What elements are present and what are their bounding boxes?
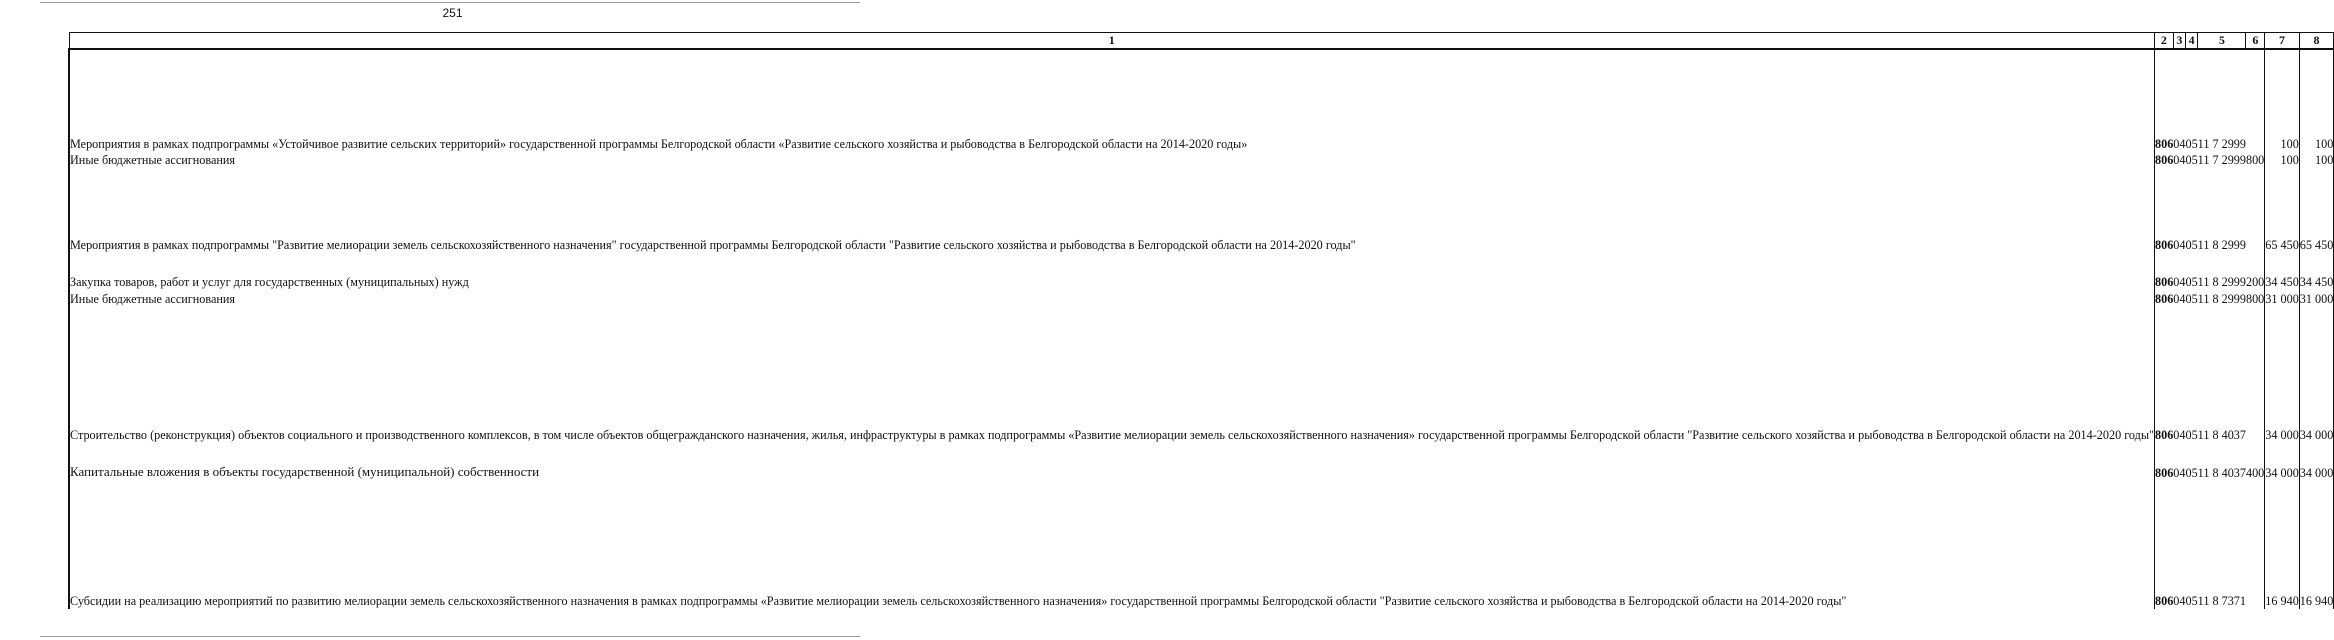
admin-code: 806	[2155, 168, 2174, 253]
page-number: 251	[442, 6, 463, 20]
target-code: 11 8 4037	[2197, 428, 2246, 442]
section-code: 04	[2173, 275, 2186, 289]
section-code: 04	[2173, 466, 2186, 480]
amount-year1: 16 940	[2265, 481, 2300, 609]
row-description: Иные бюджетные ассигнования	[69, 152, 2155, 168]
row-description: Субсидии на реализацию мероприятий по развитию мелиорации земель сельскохозяйственного назначения в рамках подпрограммы «Развитие мелиорации земель сельскохозяйственного назначения» государственной программы Белгородской области "Развитие сельского хозяйства и рыбоводства в Белгородской области на 2014-2020 годы"	[69, 481, 2155, 609]
row-description: Мероприятия в рамках подпрограммы "Развитие мелиорации земель сельскохозяйственного назначения" государственной программы Белгородской области "Развитие сельского хозяйства и рыбоводства в Белгородской области на 2014-2020 годы"	[69, 168, 2155, 253]
target-code: 11 7 2999	[2197, 137, 2246, 151]
column-header: 6	[2246, 33, 2265, 50]
row-description: Закупка товаров, работ и услуг для государственных (муниципальных) нужд	[69, 253, 2155, 290]
table-row	[69, 481, 2334, 609]
subsection-code: 05	[2185, 275, 2198, 289]
table-row	[69, 49, 2334, 152]
subsection-code: 05	[2185, 466, 2198, 480]
section-code: 04	[2173, 137, 2186, 151]
subsection-code: 05	[2185, 594, 2198, 608]
expense-type	[2246, 168, 2265, 253]
table-row	[69, 152, 2334, 168]
amount-year2: 100	[2299, 152, 2334, 168]
section-code: 04	[2173, 594, 2186, 608]
admin-code: 806	[2155, 253, 2174, 290]
expense-type: 400	[2245, 466, 2265, 480]
table-row	[69, 307, 2334, 443]
column-header: 5	[2198, 33, 2246, 50]
scan-edge-top	[40, 2, 860, 3]
amount-year1: 65 450	[2265, 168, 2300, 253]
target-code: 11 7 2999	[2197, 153, 2246, 167]
row-description: Капитальные вложения в объекты государственной (муниципальной) собственности	[69, 443, 2155, 481]
column-header: 4	[2185, 33, 2197, 50]
subsection-code: 05	[2185, 153, 2198, 167]
amount-year2: 34 000	[2299, 443, 2334, 481]
amount-year1: 100	[2265, 49, 2300, 152]
table-row	[69, 168, 2334, 253]
admin-code: 806	[2155, 49, 2174, 152]
admin-code: 806	[2155, 481, 2174, 609]
subsection-code: 05	[2185, 292, 2198, 306]
row-description: Мероприятия в рамках подпрограммы «Устойчивое развитие сельских территорий» государственной программы Белгородской области «Развитие сельского хозяйства и рыбоводства в Белгородской области на 2014-2020 годы»	[69, 49, 2155, 152]
amount-year2: 65 450	[2299, 168, 2334, 253]
admin-code: 806	[2155, 443, 2174, 481]
amount-year1: 34 000	[2265, 307, 2300, 443]
subsection-code: 05	[2185, 428, 2198, 442]
column-header: 2	[2155, 33, 2174, 50]
row-description: Строительство (реконструкция) объектов социального и производственного комплексов, в том числе объектов общегражданского назначения, жилья, инфраструктуры в рамках подпрограммы «Развитие мелиорации земель сельскохозяйственного назначения» государственной программы Белгородской области "Развитие сельского хозяйства и рыбоводства в Белгородской области на 2014-2020 годы"	[69, 307, 2155, 443]
target-code: 11 8 7371	[2197, 594, 2246, 608]
scan-edge-bottom	[40, 636, 860, 637]
subsection-code: 05	[2185, 137, 2198, 151]
amount-year2: 16 940	[2299, 481, 2334, 609]
expense-type: 200	[2245, 275, 2265, 289]
amount-year1: 31 000	[2265, 292, 2299, 306]
table-row	[69, 443, 2334, 481]
column-header: 7	[2265, 33, 2300, 50]
section-code: 04	[2173, 428, 2186, 442]
section-code: 04	[2173, 292, 2186, 306]
table-row	[69, 253, 2334, 290]
amount-year1: 34 450	[2265, 253, 2300, 290]
header-row	[69, 33, 2334, 50]
row-description: Иные бюджетные ассигнования	[69, 290, 2155, 307]
amount-year2: 34 000	[2299, 307, 2334, 443]
admin-code: 806	[2155, 307, 2174, 443]
target-code: 11 8 2999	[2197, 238, 2246, 252]
amount-year2: 100	[2299, 49, 2334, 152]
subsection-code: 05	[2185, 238, 2198, 252]
budget-table	[68, 32, 2334, 609]
target-code: 11 8 2999	[2197, 292, 2246, 306]
target-code: 11 8 4037	[2197, 466, 2246, 480]
admin-code: 806	[2155, 292, 2174, 306]
expense-type: 800	[2245, 153, 2265, 167]
section-code: 04	[2173, 153, 2186, 167]
amount-year1: 100	[2265, 152, 2300, 168]
section-code: 04	[2173, 238, 2186, 252]
amount-year1: 34 000	[2265, 443, 2300, 481]
expense-type	[2246, 481, 2265, 609]
expense-type	[2246, 49, 2265, 152]
amount-year2: 31 000	[2299, 292, 2334, 306]
target-code: 11 8 2999	[2197, 275, 2246, 289]
column-header: 8	[2299, 33, 2334, 50]
expense-type	[2246, 307, 2265, 443]
admin-code: 806	[2155, 153, 2174, 167]
column-header: 3	[2173, 33, 2185, 50]
amount-year2: 34 450	[2299, 253, 2334, 290]
table-row	[69, 290, 2334, 307]
expense-type: 800	[2245, 292, 2265, 306]
column-header: 1	[69, 33, 2155, 50]
